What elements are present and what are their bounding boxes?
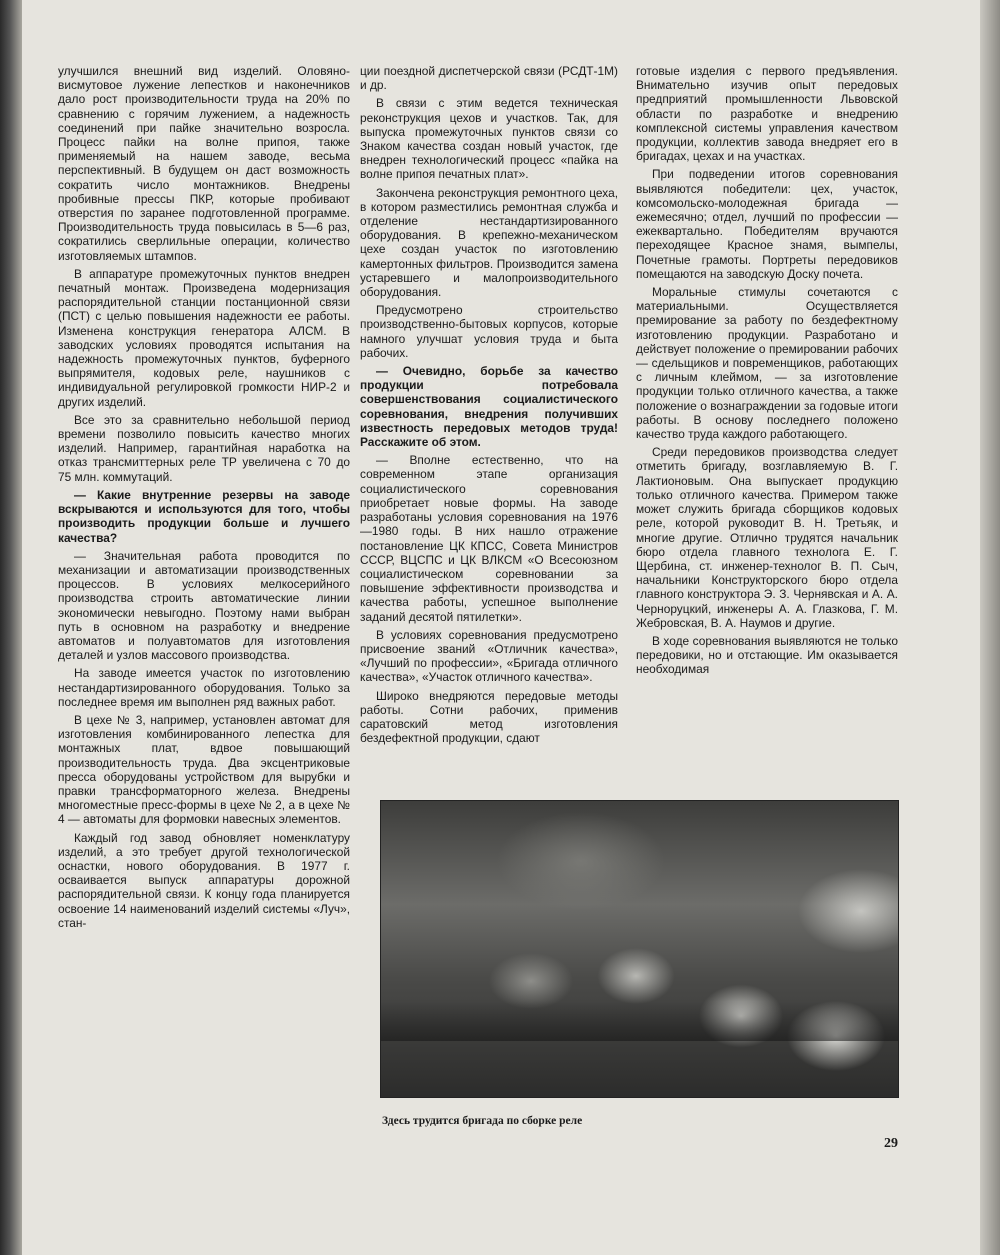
page-gutter-shadow	[0, 0, 22, 1255]
paragraph: В аппаратуре промежуточных пунктов внедрен печатный монтаж. Произведена модернизация распорядительной станции постанционной связи (ПСТ) с целью повышения надежности ее работы. Изменена конструкция генератора АЛСМ. В заводских условиях проводятся испытания на надежность промежуточных пунктов, буферного выпрямителя, кодовых реле, наушников с индивидуальной регулировкой громкости НИР-2 и других изделий.	[58, 266, 350, 409]
text-column-3	[636, 64, 898, 784]
paragraph: Все это за сравнительно небольшой период времени позволило повысить качество многих изделий. Например, гарантийная наработка на отказ трансмиттерных реле ТР увеличена с 70 до 75 млн. коммутаций.	[58, 412, 350, 484]
paragraph: улучшился внешний вид изделий. Оловяно-висмутовое лужение лепестков и наконечников дало рост производительности труда на 20% по сравнению с горячим лужением, а надежность соединений при пайке значительно возросла. Процесс пайки на волне припоя, также применяемый на нашем заводе, весьма перспективный. В будущем он даст возможность сократить число монтажников. Внедрены пробивные прессы ПКР, которые пробивают отверстия по заранее подготовленной программе. Производительность труда повысилась в 5—6 раз, сократились сверлильные операции, количество изготовляемых штампов.	[58, 64, 350, 263]
paragraph: При подведении итогов соревнования выявляются победители: цех, участок, комсомольско-молодежная бригада — ежемесячно; отдел, лучший по профессии — ежеквартально. Победителям вручаются переходящее Красное знамя, вымпелы, Почетные грамоты. Портреты передовиков помещаются на заводскую Доску почета.	[636, 167, 898, 281]
paragraph: ции поездной диспетчерской связи (РСДТ-1М) и др.	[360, 64, 618, 93]
paragraph: Моральные стимулы сочетаются с материальными. Осуществляется премирование за работу по бездефектному изготовлению продукции. Разработано и действует положение о премировании рабочих — сдельщиков и повременщиков, работающих с личным клеймом, — за изготовление продукции только отличного качества, а также положение о вознаграждении за годовые итоги работы. В основу последнего положено качество труда каждого работающего.	[636, 285, 898, 442]
page-number: 29	[884, 1136, 898, 1151]
paragraph: В ходе соревнования выявляются не только передовики, но и отстающие. Им оказывается необходимая	[636, 633, 898, 677]
paragraph: В цехе № 3, например, установлен автомат для изготовления комбинированного лепестка для монтажных плат, вдвое повышающий производительность труда. Два эксцентриковые пресса оборудованы устройством для вырубки и правки трансформаторного железа. Внедрены многоместные пресс-формы в цехе № 2, а в цехе № 4 — автоматы для формовки навесных элементов.	[58, 712, 350, 827]
text-column-2	[360, 64, 618, 784]
photo-caption: Здесь трудится бригада по сборке реле	[382, 1115, 583, 1127]
paragraph: Предусмотрено строительство производственно-бытовых корпусов, которые намного улучшат условия труда и быта рабочих.	[360, 303, 618, 360]
photo-workbench-shade	[381, 1001, 898, 1041]
paragraph: В условиях соревнования предусмотрено присвоение званий «Отличник качества», «Лучший по профессии», «Бригада отличного качества», «Участок отличного качества».	[360, 627, 618, 685]
paragraph: — Значительная работа проводится по механизации и автоматизации производственных процессов. В условиях мелкосерийного производства строить автоматические линии экономически невыгодно. Поэтому нами выбран путь в основном на разработку и внедрение автоматов и полуавтоматов для изготовления деталей и узлов массового производства.	[58, 548, 350, 663]
workshop-photo	[380, 800, 899, 1098]
paragraph: готовые изделия с первого предъявления. Внимательно изучив опыт передовых предприятий промышленности Львовской области по разработке и внедрению комплексной системы управления качеством продукции, коллектив завода внедряет его в бригадах, цехах и на участках.	[636, 64, 898, 164]
interview-question: — Какие внутренние резервы на заводе вскрываются и используются для того, чтобы производить продукции больше и лучшего качества?	[58, 487, 350, 545]
paragraph: В связи с этим ведется техническая реконструкция цехов и участков. Так, для выпуска промежуточных пунктов связи со Знаком качества создан новый участок, где внедрен технологический процесс «пайка на волне припоя печатных плат».	[360, 96, 618, 182]
paragraph: Среди передовиков производства следует отметить бригаду, возглавляемую В. Г. Лактионовым. Она выпускает продукцию только отличного качества. Примером также может служить бригада сборщиков кодовых реле, которой руководит В. Н. Третьяк, и многие другие. Отлично трудятся начальник бюро отдела главного технолога Е. Г. Щербина, ст. инженер-технолог В. П. Сыч, начальники Конструкторского бюро отдела главного конструктора Э. З. Чернявская и А. А. Черноруцкий, инженеры А. А. Глазкова, Г. М. Жебровская, В. А. Наумов и другие.	[636, 445, 898, 630]
paragraph: Каждый год завод обновляет номенклатуру изделий, а это требует другой технологической оснастки, нового оборудования. В 1977 г. осваивается выпуск аппаратуры дорожной распорядительной связи. К концу года планируется освоение 14 наименований изделий системы «Луч», стан-	[58, 830, 350, 930]
interview-question: — Очевидно, борьбе за качество продукции потребовала совершенствования социалистического соревнования, внедрения получивших известность передовых методов труда! Расскажите об этом.	[360, 364, 618, 450]
page-right-edge	[980, 0, 1000, 1255]
text-column-1	[58, 64, 350, 1144]
paragraph: На заводе имеется участок по изготовлению нестандартизированного оборудования. Только за последнее время им выполнен ряд важных работ.	[58, 666, 350, 709]
paragraph: — Вполне естественно, что на современном этапе организация социалистического соревнования приобретает новые формы. На заводе разработаны условия соревнования на 1976—1980 годы. В них нашло отражение постановление ЦК КПСС, Совета Министров СССР, ВЦСПС и ЦК ВЛКСМ «О Всесоюзном социалистическом соревновании за повышение эффективности производства и качества работы, успешное выполнение заданий десятой пятилетки».	[360, 453, 618, 624]
paragraph: Широко внедряются передовые методы работы. Сотни рабочих, применив саратовский метод изготовления бездефектной продукции, сдают	[360, 688, 618, 746]
paragraph: Закончена реконструкция ремонтного цеха, в котором разместились ремонтная служба и отделение нестандартизированного оборудования. В крепежно-механическом цехе создан участок по изготовлению камертонных фильтров. Производится замена устаревшего и малопроизводительного оборудования.	[360, 185, 618, 300]
